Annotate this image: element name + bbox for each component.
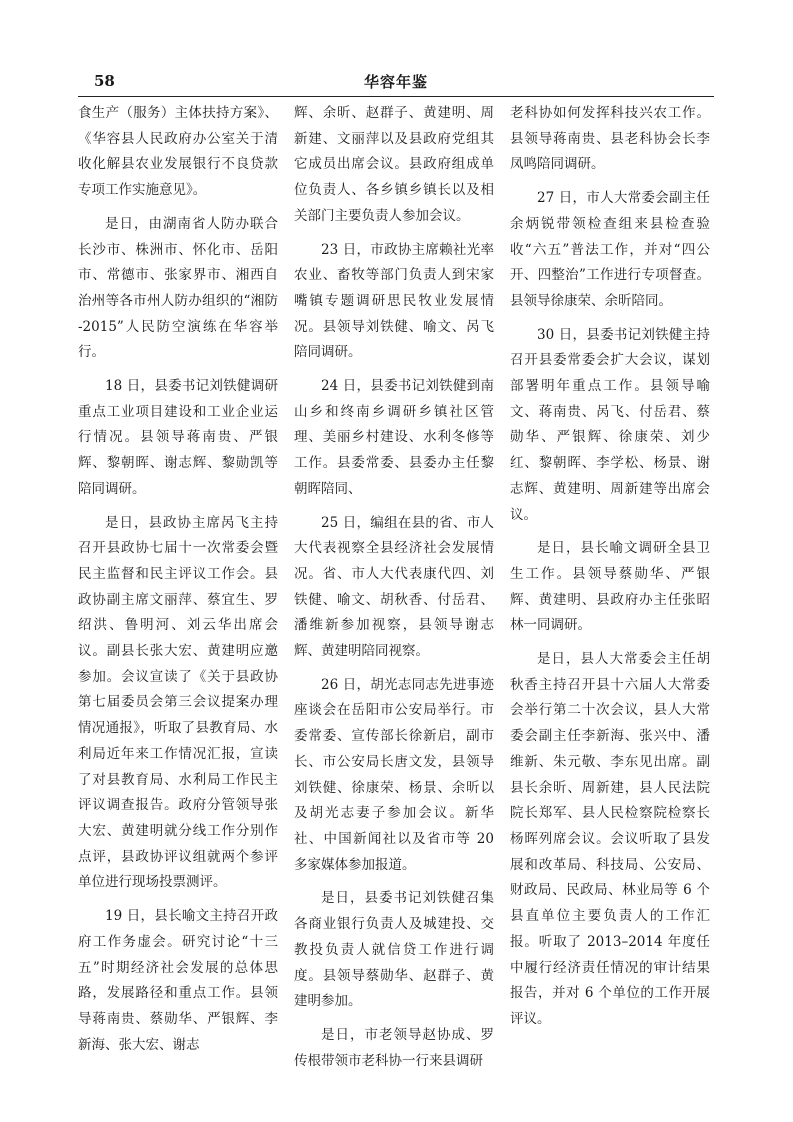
paragraph: 老科协如何发挥科技兴农工作。县领导蒋南贵、县老科协会长李凤鸣陪同调研。 (510, 105, 710, 173)
paragraph: 是日，市老领导赵协成、罗传根带领市老科协一行来县调研 (294, 1026, 494, 1069)
paragraph: 是日，县政协主席呙飞主持召开县政协七届十一次常委会暨民主监督和民主评议工作会。县政协副主席文丽萍、蔡宜生、罗绍洪、鲁明河、刘云华出席会议。副县长张大宏、黄建明应邀参加。会议宣读了《关于县政协第七届委员会第三会议提案办理情况通报》，听取了县教育局、水利局近年来工作情况汇报，宣读了对县教育局、水利局工作民主评议调查报告。政府分管领导张大宏、黄建明就分线工作分别作点评，县政协评议组就两个参评单位进行现场投票测评。 (78, 514, 278, 891)
text-column-2 (294, 101, 494, 1082)
paragraph: 是日，由湖南省人防办联合长沙市、株洲市、怀化市、岳阳市、常德市、张家界市、湘西自治州等各市州人防办组织的“湘防 -2015”人民防空演练在华容举行。 (78, 215, 278, 361)
paragraph: 食生产（服务）主体扶持方案》、《华容县人民政府办公室关于清收化解县农业发展银行不良贷款专项工作实施意见》。 (78, 105, 278, 199)
paragraph: 24 日，县委书记刘铁健到南山乡和终南乡调研乡镇社区管理、美丽乡村建设、水利冬修等工作。县委常委、县委办主任黎朝晖陪同、 (294, 378, 494, 497)
text-column-3 (510, 101, 710, 1041)
paragraph: 是日，县委书记刘铁健召集各商业银行负责人及城建投、交教投负责人就信贷工作进行调度。县领导蔡勋华、赵群子、黄建明参加。 (294, 890, 494, 1010)
body-columns (78, 101, 714, 1101)
paragraph: 是日，县人大常委会主任胡秋香主持召开县十六届人大常委会举行第二十次会议，县人大常委会副主任李新海、张兴中、潘维新、朱元敬、李东见出席。副县长余昕、周新建，县人民法院院长郑军、县人民检察院检察长杨晖列席会议。会议听取了县发展和改革局、科技局、公安局、财政局、民政局、林业局等 6 个县直单位主要负责人的工作汇报。听取了 2013–2014 年度任中履行经济责任情况的审计结果报告，并对 6 个单位的工作开展评议。 (510, 651, 710, 1027)
paragraph: 辉、余昕、赵群子、黄建明、周新建、文丽萍以及县政府党组其它成员出席会议。县政府组成单位负责人、各乡镇乡镇长以及相关部门主要负责人参加会议。 (294, 105, 494, 224)
paragraph: 26 日，胡光志同志先进事迹座谈会在岳阳市公安局举行。市委常委、宣传部长徐新启，副市长、市公安局长唐文发，县领导刘铁健、徐康荣、杨景、余昕以及胡光志妻子参加会议。新华社、中国新闻社以及省市等 20 多家媒体参加报道。 (294, 676, 494, 873)
paragraph: 27 日，市人大常委会副主任余炳锐带领检查组来县检查验收“六五”普法工作，并对“四公开、四整治”工作进行专项督查。县领导徐康荣、余昕陪同。 (510, 190, 710, 309)
page-header (78, 70, 714, 94)
paragraph: 19 日，县长喻文主持召开政府工作务虚会。研究讨论“十三五”时期经济社会发展的总体思路，发展路径和重点工作。县领导蒋南贵、蔡勋华、严银辉、李新海、张大宏、谢志 (78, 908, 278, 1053)
paragraph: 30 日，县委书记刘铁健主持召开县委常委会扩大会议，谋划部署明年重点工作。县领导喻文、蒋南贵、呙飞、付岳君、蔡勋华、严银辉、徐康荣、刘少红、黎朝晖、李学松、杨景、谢志辉、黄建明、周新建等出席会议。 (510, 326, 710, 523)
header-divider (78, 96, 714, 97)
paragraph: 23 日，市政协主席赖社光率农业、畜牧等部门负责人到宋家嘴镇专题调研思民牧业发展情况。县领导刘铁健、喻文、呙飞陪同调研。 (294, 241, 494, 361)
paragraph: 是日，县长喻文调研全县卫生工作。县领导蔡勋华、严银辉、黄建明、县政府办主任张昭林一同调研。 (510, 540, 710, 634)
running-title: 华容年鉴 (363, 73, 428, 91)
paragraph: 25 日，编组在县的省、市人大代表视察全县经济社会发展情况。省、市人大代表康代四、刘铁健、喻文、胡秋香、付岳君、潘维新参加视察，县领导谢志辉、黄建明陪同视察。 (294, 514, 494, 660)
text-column-1 (78, 101, 278, 1066)
paragraph: 18 日，县委书记刘铁健调研重点工业项目建设和工业企业运行情况。县领导蒋南贵、严银辉、黎朝晖、谢志辉、黎勋凯等陪同调研。 (78, 378, 278, 497)
page-number: 58 (94, 72, 115, 90)
